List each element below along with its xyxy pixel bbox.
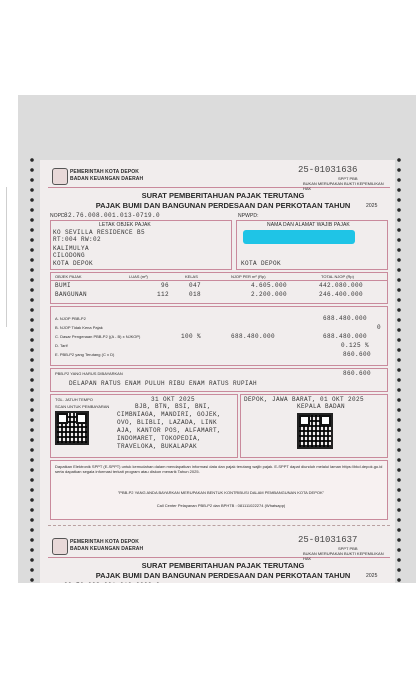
agency-line2: BADAN KEUANGAN DAERAH bbox=[70, 546, 144, 552]
depok-emblem-icon bbox=[52, 168, 68, 185]
location-label: LETAK OBJEK PAJAK bbox=[99, 222, 151, 228]
calc-label: A. NJOP PBB-P2 bbox=[55, 316, 86, 321]
document-photo bbox=[18, 95, 416, 583]
location-line: CILODONG bbox=[53, 252, 86, 259]
sign-role: KEPALA BADAN bbox=[297, 403, 346, 410]
perforation-right bbox=[396, 155, 402, 595]
calculation-box bbox=[50, 306, 388, 366]
nop-label: NOPD: bbox=[50, 213, 67, 219]
perforation-left bbox=[29, 155, 35, 595]
table-header: OBJEK PAJAK bbox=[55, 274, 82, 279]
tax-year: 2025 bbox=[366, 203, 378, 209]
sppt-label: SPPT PBB bbox=[338, 176, 358, 181]
table-cell: 4.605.000 bbox=[251, 282, 288, 289]
channel-line: AJA, KANTOR POS, ALFAMART, bbox=[117, 427, 222, 434]
due-box bbox=[50, 394, 238, 458]
table-cell: BANGUNAN bbox=[55, 291, 88, 298]
agency-line2: BADAN KEUANGAN DAERAH bbox=[70, 176, 144, 182]
sppt-note: BUKAN MERUPAKAN BUKTI KEPEMILIKAN HAK bbox=[303, 551, 384, 561]
due-label: TGL. JATUH TEMPO bbox=[55, 397, 93, 402]
location-line: KALIMULYA bbox=[53, 245, 90, 252]
calc-value: 0 bbox=[377, 324, 382, 331]
tear-line bbox=[48, 525, 390, 526]
table-header: LUAS (m²) bbox=[129, 274, 148, 279]
table-cell: 442.080.000 bbox=[319, 282, 364, 289]
title-line1: SURAT PEMBERITAHUAN PAJAK TERUTANG bbox=[141, 561, 305, 570]
channel-line: CIMBNIAGA, MANDIRI, GOJEK, bbox=[117, 411, 222, 418]
owner-box bbox=[236, 220, 388, 270]
sign-place-date: DEPOK, JAWA BARAT, 01 OKT 2025 bbox=[244, 396, 365, 403]
object-table bbox=[50, 272, 388, 304]
location-box bbox=[50, 220, 232, 270]
calc-mid-value: 688.480.000 bbox=[231, 333, 276, 340]
payable-value: 860.600 bbox=[343, 370, 372, 377]
table-cell: BUMI bbox=[55, 282, 72, 289]
channel-line: TRAVELOKA, BUKALAPAK bbox=[117, 443, 198, 450]
payment-qr-code bbox=[55, 411, 89, 445]
table-cell: 96 bbox=[161, 282, 170, 289]
next-form-header bbox=[48, 535, 390, 561]
channel-line: INDOMARET, TOKOPEDIA, bbox=[117, 435, 202, 442]
top-blank-area bbox=[0, 0, 416, 95]
title-line1: SURAT PEMBERITAHUAN PAJAK TERUTANG bbox=[141, 191, 305, 200]
calc-label: B. NJOP Tidak Kena Pajak bbox=[55, 325, 103, 330]
location-line: RT:004 RW:02 bbox=[53, 236, 102, 243]
table-header: NJOP PER m² (Rp) bbox=[231, 274, 266, 279]
owner-label: NAMA DAN ALAMAT WAJIB PAJAK bbox=[267, 222, 350, 228]
left-edge-strip bbox=[0, 95, 18, 583]
channel-line: OVO, BLIBLI, LAZADA, LINK bbox=[117, 419, 218, 426]
agency-line1: PEMERINTAH KOTA DEPOK bbox=[70, 539, 139, 545]
table-cell: 018 bbox=[189, 291, 202, 298]
payable-in-words: DELAPAN RATUS ENAM PULUH RIBU ENAM RATUS RUPIAH bbox=[69, 380, 258, 387]
location-line: KO SEVILLA RESIDENCE B5 bbox=[53, 229, 146, 236]
location-line: KOTA DEPOK bbox=[53, 260, 94, 267]
nop-value: 32.76.008.001.013-0719.0 bbox=[64, 212, 161, 219]
calc-label: D. Tarif bbox=[55, 343, 68, 348]
notice-slogan: "PBB-P2 YANG ANDA BAYARKAN MERUPAKAN BENTUK KONTRIBUSI DALAM PEMBANGUNAN KOTA DEPOK" bbox=[117, 490, 325, 495]
table-header: KELAS bbox=[185, 274, 198, 279]
tax-year: 2025 bbox=[366, 573, 378, 579]
sppt-form bbox=[48, 165, 390, 605]
sppt-label: SPPT PBB bbox=[338, 546, 358, 551]
call-center: Call Center Pelayanan PBB-P2 dan BPHTB : 081111022274 (Whatsapp) bbox=[156, 503, 286, 508]
calc-value: 688.480.000 bbox=[323, 315, 368, 322]
payable-label: PBB-P2 YANG HARUS DIBAYARKAN bbox=[55, 371, 123, 376]
next-serial-number: 25-01031637 bbox=[298, 535, 358, 545]
notice-box bbox=[50, 460, 388, 520]
payable-box bbox=[50, 368, 388, 392]
due-value: 31 OKT 2025 bbox=[151, 396, 196, 403]
notice-text: Dapatkan Elektronik SPPT (E-SPPT) untuk kemudahan dalam mendapatkan informasi data dan pajak terutang wajib pajak. E-SPPT dapat diunduh melalui laman https://bkd.depok.go.id serta dapatkan segala informasi terkait program atau diskon menarik Tahun 2025. bbox=[55, 464, 383, 474]
calc-percent: 100 % bbox=[181, 333, 202, 340]
table-cell: 2.200.000 bbox=[251, 291, 288, 298]
table-cell: 112 bbox=[157, 291, 170, 298]
table-header: TOTAL NJOP (Rp) bbox=[321, 274, 354, 279]
calc-label: C. Dasar Pengenaan PBB-P2 ((A - B) x NJKOP) bbox=[55, 334, 141, 339]
calc-value: 0.125 % bbox=[341, 342, 370, 349]
serial-number: 25-01031636 bbox=[298, 165, 358, 175]
channel-line: BJB, BTN, BSI, BNI, bbox=[135, 403, 212, 410]
title-line2: PAJAK BUMI DAN BANGUNAN PERDESAAN DAN PERKOTAAN TAHUN bbox=[95, 201, 351, 210]
table-cell: 246.400.000 bbox=[319, 291, 364, 298]
signature-qr-code bbox=[297, 413, 333, 449]
form-header bbox=[48, 165, 390, 191]
calc-label: E. PBB-P2 yang Terutang (C x D) bbox=[55, 352, 115, 357]
depok-emblem-icon bbox=[52, 538, 68, 555]
title-line2: PAJAK BUMI DAN BANGUNAN PERDESAAN DAN PERKOTAAN TAHUN bbox=[95, 571, 351, 580]
sppt-note: BUKAN MERUPAKAN BUKTI KEPEMILIKAN HAK bbox=[303, 181, 384, 191]
bottom-blank-area bbox=[0, 583, 416, 700]
table-cell: 047 bbox=[189, 282, 202, 289]
scan-label: SCAN UNTUK PEMBAYARAN bbox=[55, 404, 110, 409]
redacted-owner-name bbox=[243, 230, 355, 244]
signature-box bbox=[240, 394, 388, 458]
npwpd-label: NPWPD: bbox=[238, 213, 259, 219]
agency-line1: PEMERINTAH KOTA DEPOK bbox=[70, 169, 139, 175]
owner-city: KOTA DEPOK bbox=[241, 260, 282, 267]
calc-value: 688.480.000 bbox=[323, 333, 368, 340]
calc-value: 860.600 bbox=[343, 351, 372, 358]
